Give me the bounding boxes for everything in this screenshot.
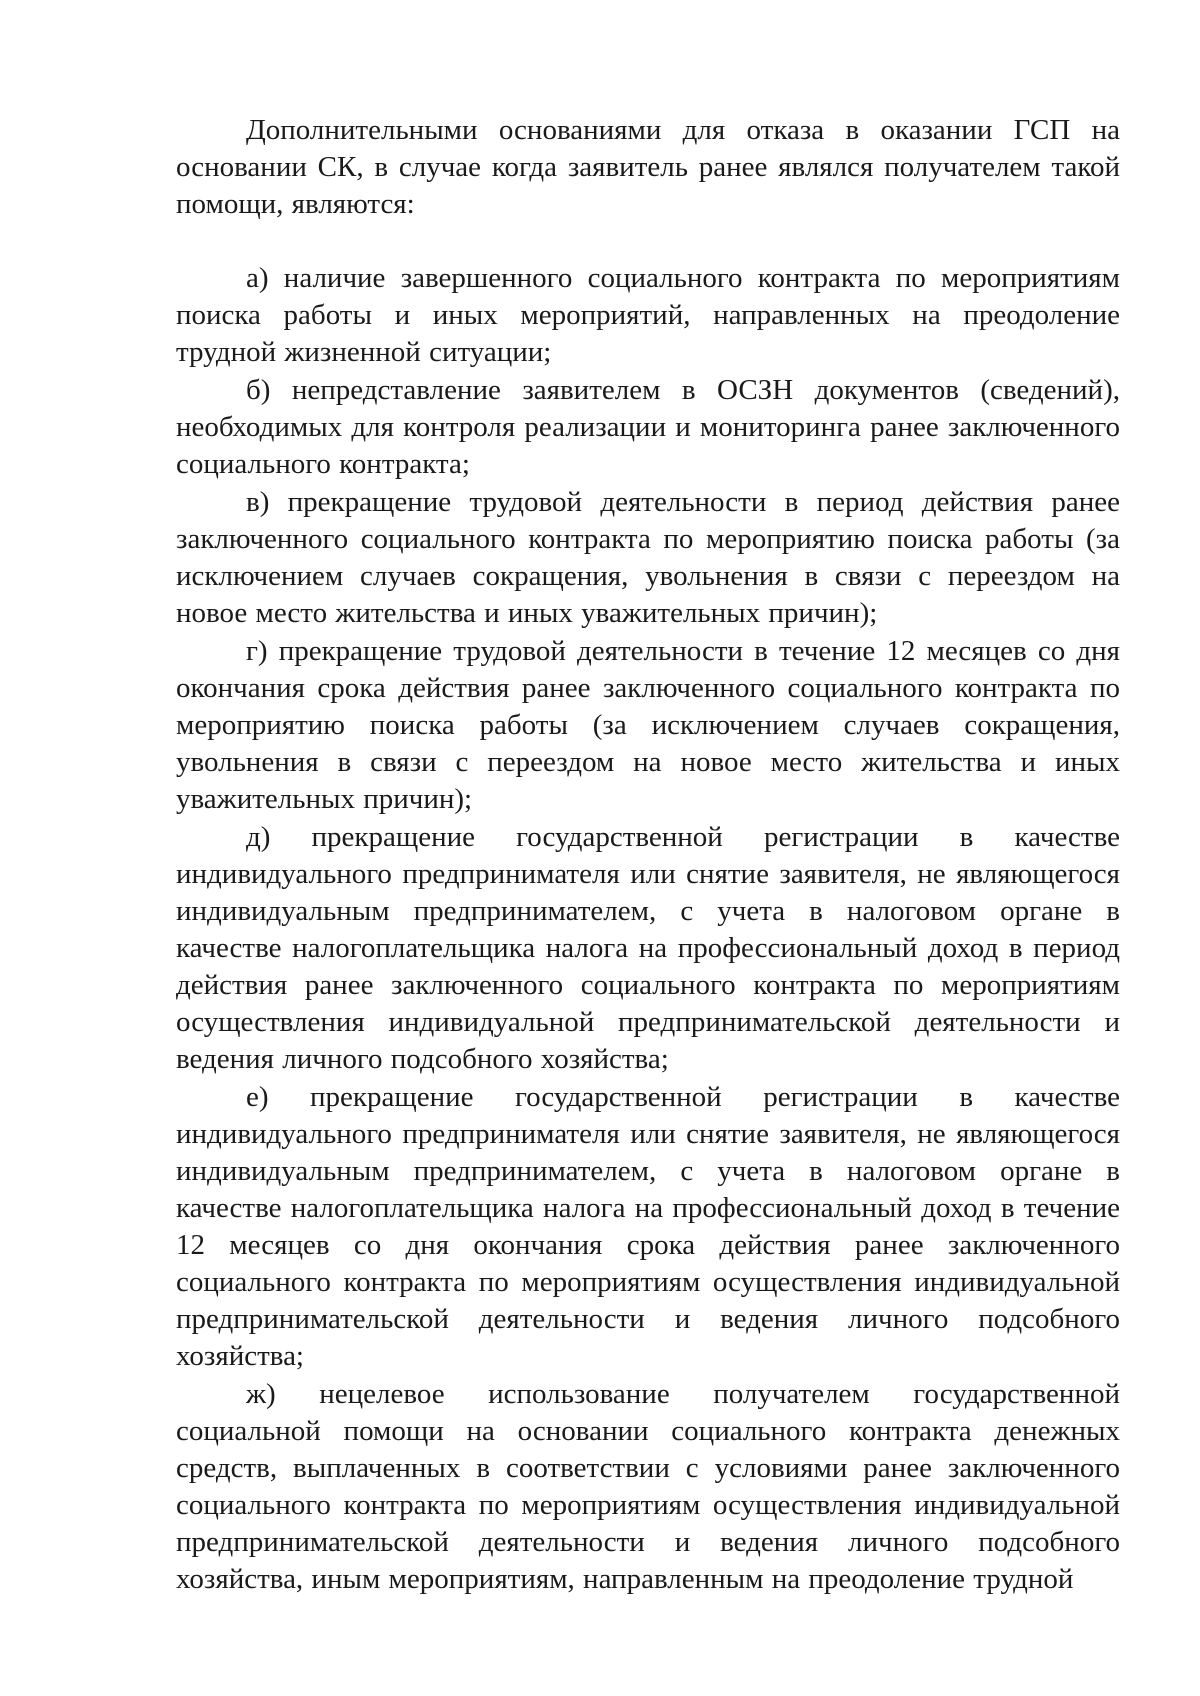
list-item-e: е) прекращение государственной регистрации в качестве индивидуального предпринимателя или снятие заявителя, не являющегося индивидуальным предпринимателем, с учета в налоговом органе в качестве налогоплательщика налога на профессиональный доход в течение 12 месяцев со дня окончания срока действия ранее заключенного социального контракта по мероприятиям осуществления индивидуальной предпринимательской деятельности и ведения личного подсобного хозяйства; bbox=[176, 1081, 1120, 1372]
list-item-a: а) наличие завершенного социального контракта по мероприятиям поиска работы и иных мероприятий, направленных на преодоление трудной жизненной ситуации; bbox=[176, 262, 1120, 368]
list-item-b: б) непредставление заявителем в ОСЗН документов (сведений), необходимых для контроля реализации и мониторинга ранее заключенного социального контракта; bbox=[176, 374, 1120, 480]
list-item-v: в) прекращение трудовой деятельности в период действия ранее заключенного социального контракта по мероприятию поиска работы (за исключением случаев сокращения, увольнения в связи с переездом на новое место жительства и иных уважительных причин); bbox=[176, 486, 1120, 629]
document-body bbox=[176, 112, 1120, 1598]
list-item-g: г) прекращение трудовой деятельности в течение 12 месяцев со дня окончания срока действия ранее заключенного социального контракта по мероприятию поиска работы (за исключением случаев сокращения, увольнения в связи с переездом на новое место жительства и иных уважительных причин); bbox=[176, 635, 1120, 815]
intro-paragraph: Дополнительными основаниями для отказа в оказании ГСП на основании СК, в случае когда заявитель ранее являлся получателем такой помощи, являются: bbox=[176, 114, 1120, 220]
list-item-d: д) прекращение государственной регистрации в качестве индивидуального предпринимателя или снятие заявителя, не являющегося индивидуальным предпринимателем, с учета в налоговом органе в качестве налогоплательщика налога на профессиональный доход в период действия ранее заключенного социального контракта по мероприятиям осуществления индивидуальной предпринимательской деятельности и ведения личного подсобного хозяйства; bbox=[176, 821, 1120, 1075]
list-item-zh: ж) нецелевое использование получателем государственной социальной помощи на основании социального контракта денежных средств, выплаченных в соответствии с условиями ранее заключенного социального контракта по мероприятиям осуществления индивидуальной предпринимательской деятельности и ведения личного подсобного хозяйства, иным мероприятиям, направленным на преодоление трудной bbox=[176, 1378, 1120, 1595]
